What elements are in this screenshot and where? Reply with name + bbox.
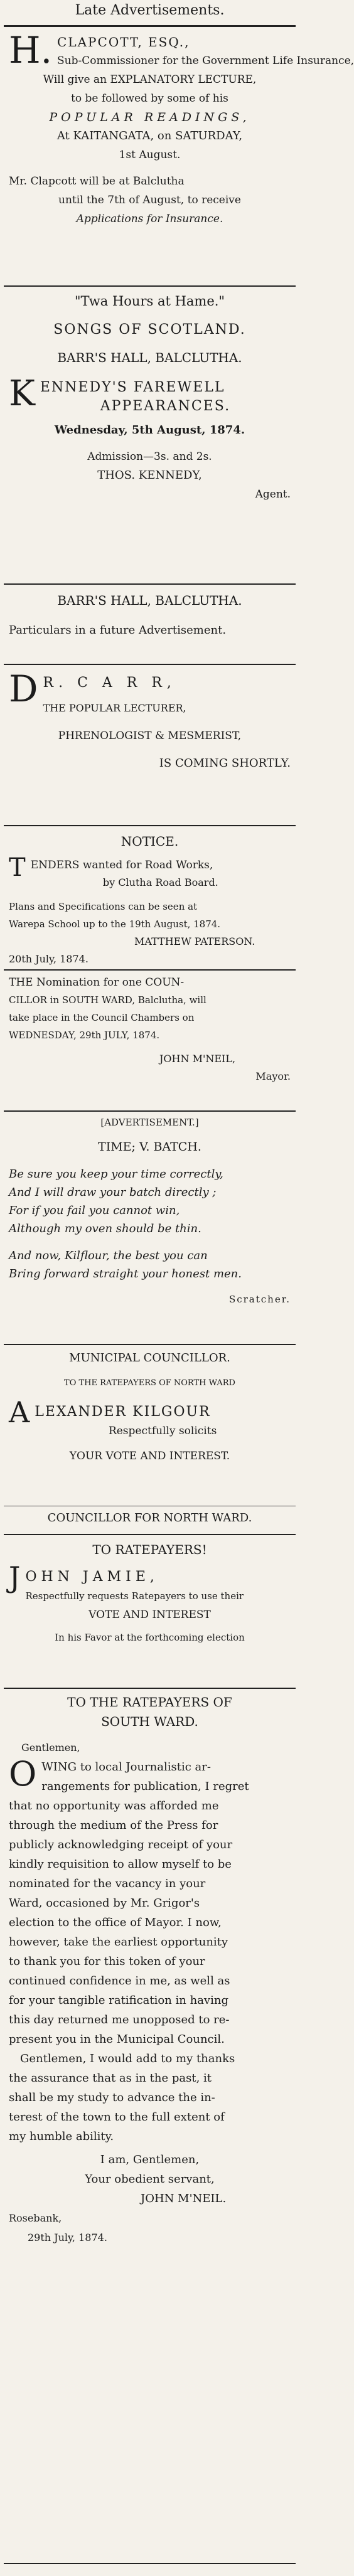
tenders-notice: NOTICE. xyxy=(121,834,179,849)
mcneil-para1-line: to thank you for this token of your xyxy=(9,1955,205,1968)
poem-stanza2-1: Bring forward straight your honest men. xyxy=(9,1267,242,1280)
clapcott-initial: H. xyxy=(9,29,53,72)
rule xyxy=(4,1688,296,1689)
rule xyxy=(4,583,296,585)
barrs-ad xyxy=(0,591,299,640)
clapcott-note-0: Mr. Clapcott will be at Balclutha xyxy=(9,175,185,188)
rule xyxy=(4,664,296,665)
rule xyxy=(4,285,296,287)
clapcott-note-1: until the 7th of August, to receive xyxy=(58,194,241,206)
tenders-first-line: ENDERS wanted for Road Works, xyxy=(30,859,213,871)
kennedy-songs: SONGS OF SCOTLAND. xyxy=(53,322,246,338)
mcneil-para1-line: present you in the Municipal Council. xyxy=(9,2033,225,2046)
mcneil-para2-line: Gentlemen, I would add to my thanks xyxy=(20,2052,235,2065)
tenders-line-1: Warepa School up to the 19th August, 1874. xyxy=(9,918,221,930)
poem-ad xyxy=(0,1114,299,1309)
clapcott-ad xyxy=(0,29,354,228)
rule xyxy=(4,969,296,971)
nomination-title: Mayor. xyxy=(255,1070,291,1082)
carr-line-1: PHRENOLOGIST & MESMERIST, xyxy=(58,730,242,742)
kennedy-quote: "Twa Hours at Hame." xyxy=(74,294,225,309)
jamie-initial: J xyxy=(9,1560,21,1594)
carr-line-0: THE POPULAR LECTURER, xyxy=(43,702,186,714)
nomination-signature: JOHN M'NEIL, xyxy=(159,1053,236,1065)
mcneil-para2-line: shall be my study to advance the in- xyxy=(9,2091,215,2104)
poem-signature: Scratcher. xyxy=(228,1294,291,1305)
mcneil-ad xyxy=(0,1693,299,2247)
clapcott-line-5: 1st August. xyxy=(119,149,181,161)
header-rule xyxy=(4,25,296,27)
barrs-particulars: Particulars in a future Advertisement. xyxy=(9,624,227,637)
mcneil-para1-line: for your tangible ratification in having xyxy=(9,1994,228,2007)
mcneil-heading1: TO THE RATEPAYERS OF xyxy=(67,1695,232,1710)
rule xyxy=(4,1534,296,1535)
kilgour-to-line: TO THE RATEPAYERS OF NORTH WARD xyxy=(64,1378,235,1388)
rule xyxy=(4,1110,296,1112)
mcneil-para2-line: my humble ability. xyxy=(9,2130,114,2143)
kennedy-date: Wednesday, 5th August, 1874. xyxy=(54,423,245,437)
mcneil-para1-first: WING to local Journalistic ar- xyxy=(41,1760,211,1774)
clapcott-note-2: Applications for Insurance. xyxy=(76,213,223,225)
kilgour-ad xyxy=(0,1349,299,1466)
mcneil-para2-line: terest of the town to the full extent of xyxy=(9,2110,225,2124)
kilgour-initial: A xyxy=(9,1395,30,1429)
nomination-ad xyxy=(0,974,299,1085)
mcneil-para1-second: rangements for publication, I regret xyxy=(41,1780,249,1793)
tenders-signature: MATTHEW PATERSON. xyxy=(134,935,255,947)
poem-stanza1-1: And I will draw your batch directly ; xyxy=(9,1186,217,1199)
carr-initial: D xyxy=(9,668,38,710)
poem-stanza1-0: Be sure you keep your time correctly, xyxy=(9,1168,223,1181)
kennedy-initial: K xyxy=(9,373,35,414)
nomination-line-2: take place in the Council Chambers on xyxy=(9,1012,195,1023)
clapcott-line-3: POPULAR READINGS, xyxy=(49,110,250,124)
mcneil-para1-line: publicly acknowledging receipt of your xyxy=(9,1838,233,1851)
kennedy-name: ENNEDY'S FAREWELL xyxy=(40,380,225,395)
mcneil-initial: O xyxy=(9,1754,37,1794)
mcneil-para1-line: however, take the earliest opportunity xyxy=(9,1935,228,1949)
poem-title: TIME; V. BATCH. xyxy=(98,1140,201,1154)
mcneil-para1-line: election to the office of Mayor. I now, xyxy=(9,1916,222,1929)
mcneil-signature: JOHN M'NEIL. xyxy=(141,2192,227,2205)
kilgour-councillor-block xyxy=(0,1509,299,1528)
mcneil-para1-line: continued confidence in me, as well as xyxy=(9,1974,230,1988)
nomination-line-1: CILLOR in SOUTH WARD, Balclutha, will xyxy=(9,994,206,1006)
carr-line-2: IS COMING SHORTLY. xyxy=(159,757,291,770)
rule xyxy=(4,1344,296,1345)
mcneil-closing1: I am, Gentlemen, xyxy=(100,2153,200,2166)
clapcott-line-1: Will give an EXPLANATORY LECTURE, xyxy=(43,73,257,86)
kilgour-solicits: Respectfully solicits xyxy=(108,1425,217,1437)
mcneil-para1-line: kindly requisition to allow myself to be xyxy=(9,1858,232,1871)
kilgour-vote: YOUR VOTE AND INTEREST. xyxy=(69,1450,230,1462)
mcneil-para1-line: through the medium of the Press for xyxy=(9,1819,218,1832)
mcneil-closing2: Your obedient servant, xyxy=(85,2173,215,2186)
tenders-ad xyxy=(0,833,299,968)
clapcott-line-0: Sub-Commissioner for the Government Life Insurance, xyxy=(57,55,354,67)
kilgour-councillor: COUNCILLOR FOR NORTH WARD. xyxy=(47,1511,252,1525)
jamie-name: OHN JAMIE, xyxy=(25,1569,159,1585)
poem-stanza1-2: For if you fail you cannot win, xyxy=(9,1204,180,1217)
mcneil-place: Rosebank, xyxy=(9,2212,62,2224)
mcneil-para2-line: the assurance that as in the past, it xyxy=(9,2072,212,2085)
kennedy-hall: BARR'S HALL, BALCLUTHA. xyxy=(57,350,242,365)
jamie-ad xyxy=(0,1540,299,1647)
tenders-initial: T xyxy=(9,853,26,882)
kennedy-agent-name: THOS. KENNEDY, xyxy=(97,469,202,482)
jamie-heading: TO RATEPAYERS! xyxy=(92,1542,207,1557)
carr-ad xyxy=(0,668,299,773)
jamie-favor: In his Favor at the forthcoming election xyxy=(55,1632,245,1643)
mcneil-para1-line: nominated for the vacancy in your xyxy=(9,1877,206,1890)
mcneil-para1-line: Ward, occasioned by Mr. Grigor's xyxy=(9,1897,200,1910)
jamie-vote: VOTE AND INTEREST xyxy=(88,1609,211,1621)
mcneil-para1-line: this day returned me unopposed to re- xyxy=(9,2013,230,2026)
nomination-line-3: WEDNESDAY, 29th JULY, 1874. xyxy=(9,1030,160,1041)
tenders-by-line: by Clutha Road Board. xyxy=(102,876,218,888)
nomination-line-0: THE Nomination for one COUN- xyxy=(9,976,185,989)
poem-label: [ADVERTISEMENT.] xyxy=(100,1117,199,1128)
carr-name: R. C A R R, xyxy=(43,675,176,691)
kennedy-appearances: APPEARANCES. xyxy=(100,398,231,414)
poem-stanza2-0: And now, Kilflour, the best you can xyxy=(9,1249,208,1262)
kennedy-admission: Admission—3s. and 2s. xyxy=(87,450,212,463)
kilgour-heading: MUNICIPAL COUNCILLOR. xyxy=(69,1351,230,1365)
poem-stanza1-3: Although my oven should be thin. xyxy=(9,1222,201,1235)
rule xyxy=(4,2563,296,2564)
clapcott-name: CLAPCOTT, ESQ., xyxy=(57,35,190,50)
barrs-hall: BARR'S HALL, BALCLUTHA. xyxy=(57,593,242,608)
mcneil-para1-line: that no opportunity was afforded me xyxy=(9,1799,219,1812)
tenders-date: 20th July, 1874. xyxy=(9,953,88,965)
kilgour-name: LEXANDER KILGOUR xyxy=(35,1404,211,1420)
kennedy-agent-title: Agent. xyxy=(255,488,291,501)
jamie-requests: Respectfully requests Ratepayers to use their xyxy=(25,1590,244,1602)
mcneil-date: 29th July, 1874. xyxy=(28,2232,107,2243)
mcneil-heading2: SOUTH WARD. xyxy=(101,1714,198,1729)
tenders-line-0: Plans and Specifications can be seen at xyxy=(9,901,198,912)
kennedy-ad xyxy=(0,292,299,504)
page-header: Late Advertisements. xyxy=(75,3,225,18)
mcneil-salutation: Gentlemen, xyxy=(21,1742,80,1754)
rule xyxy=(4,825,296,826)
clapcott-line-4: At KAITANGATA, on SATURDAY, xyxy=(56,129,243,142)
clapcott-line-2: to be followed by some of his xyxy=(71,92,228,105)
